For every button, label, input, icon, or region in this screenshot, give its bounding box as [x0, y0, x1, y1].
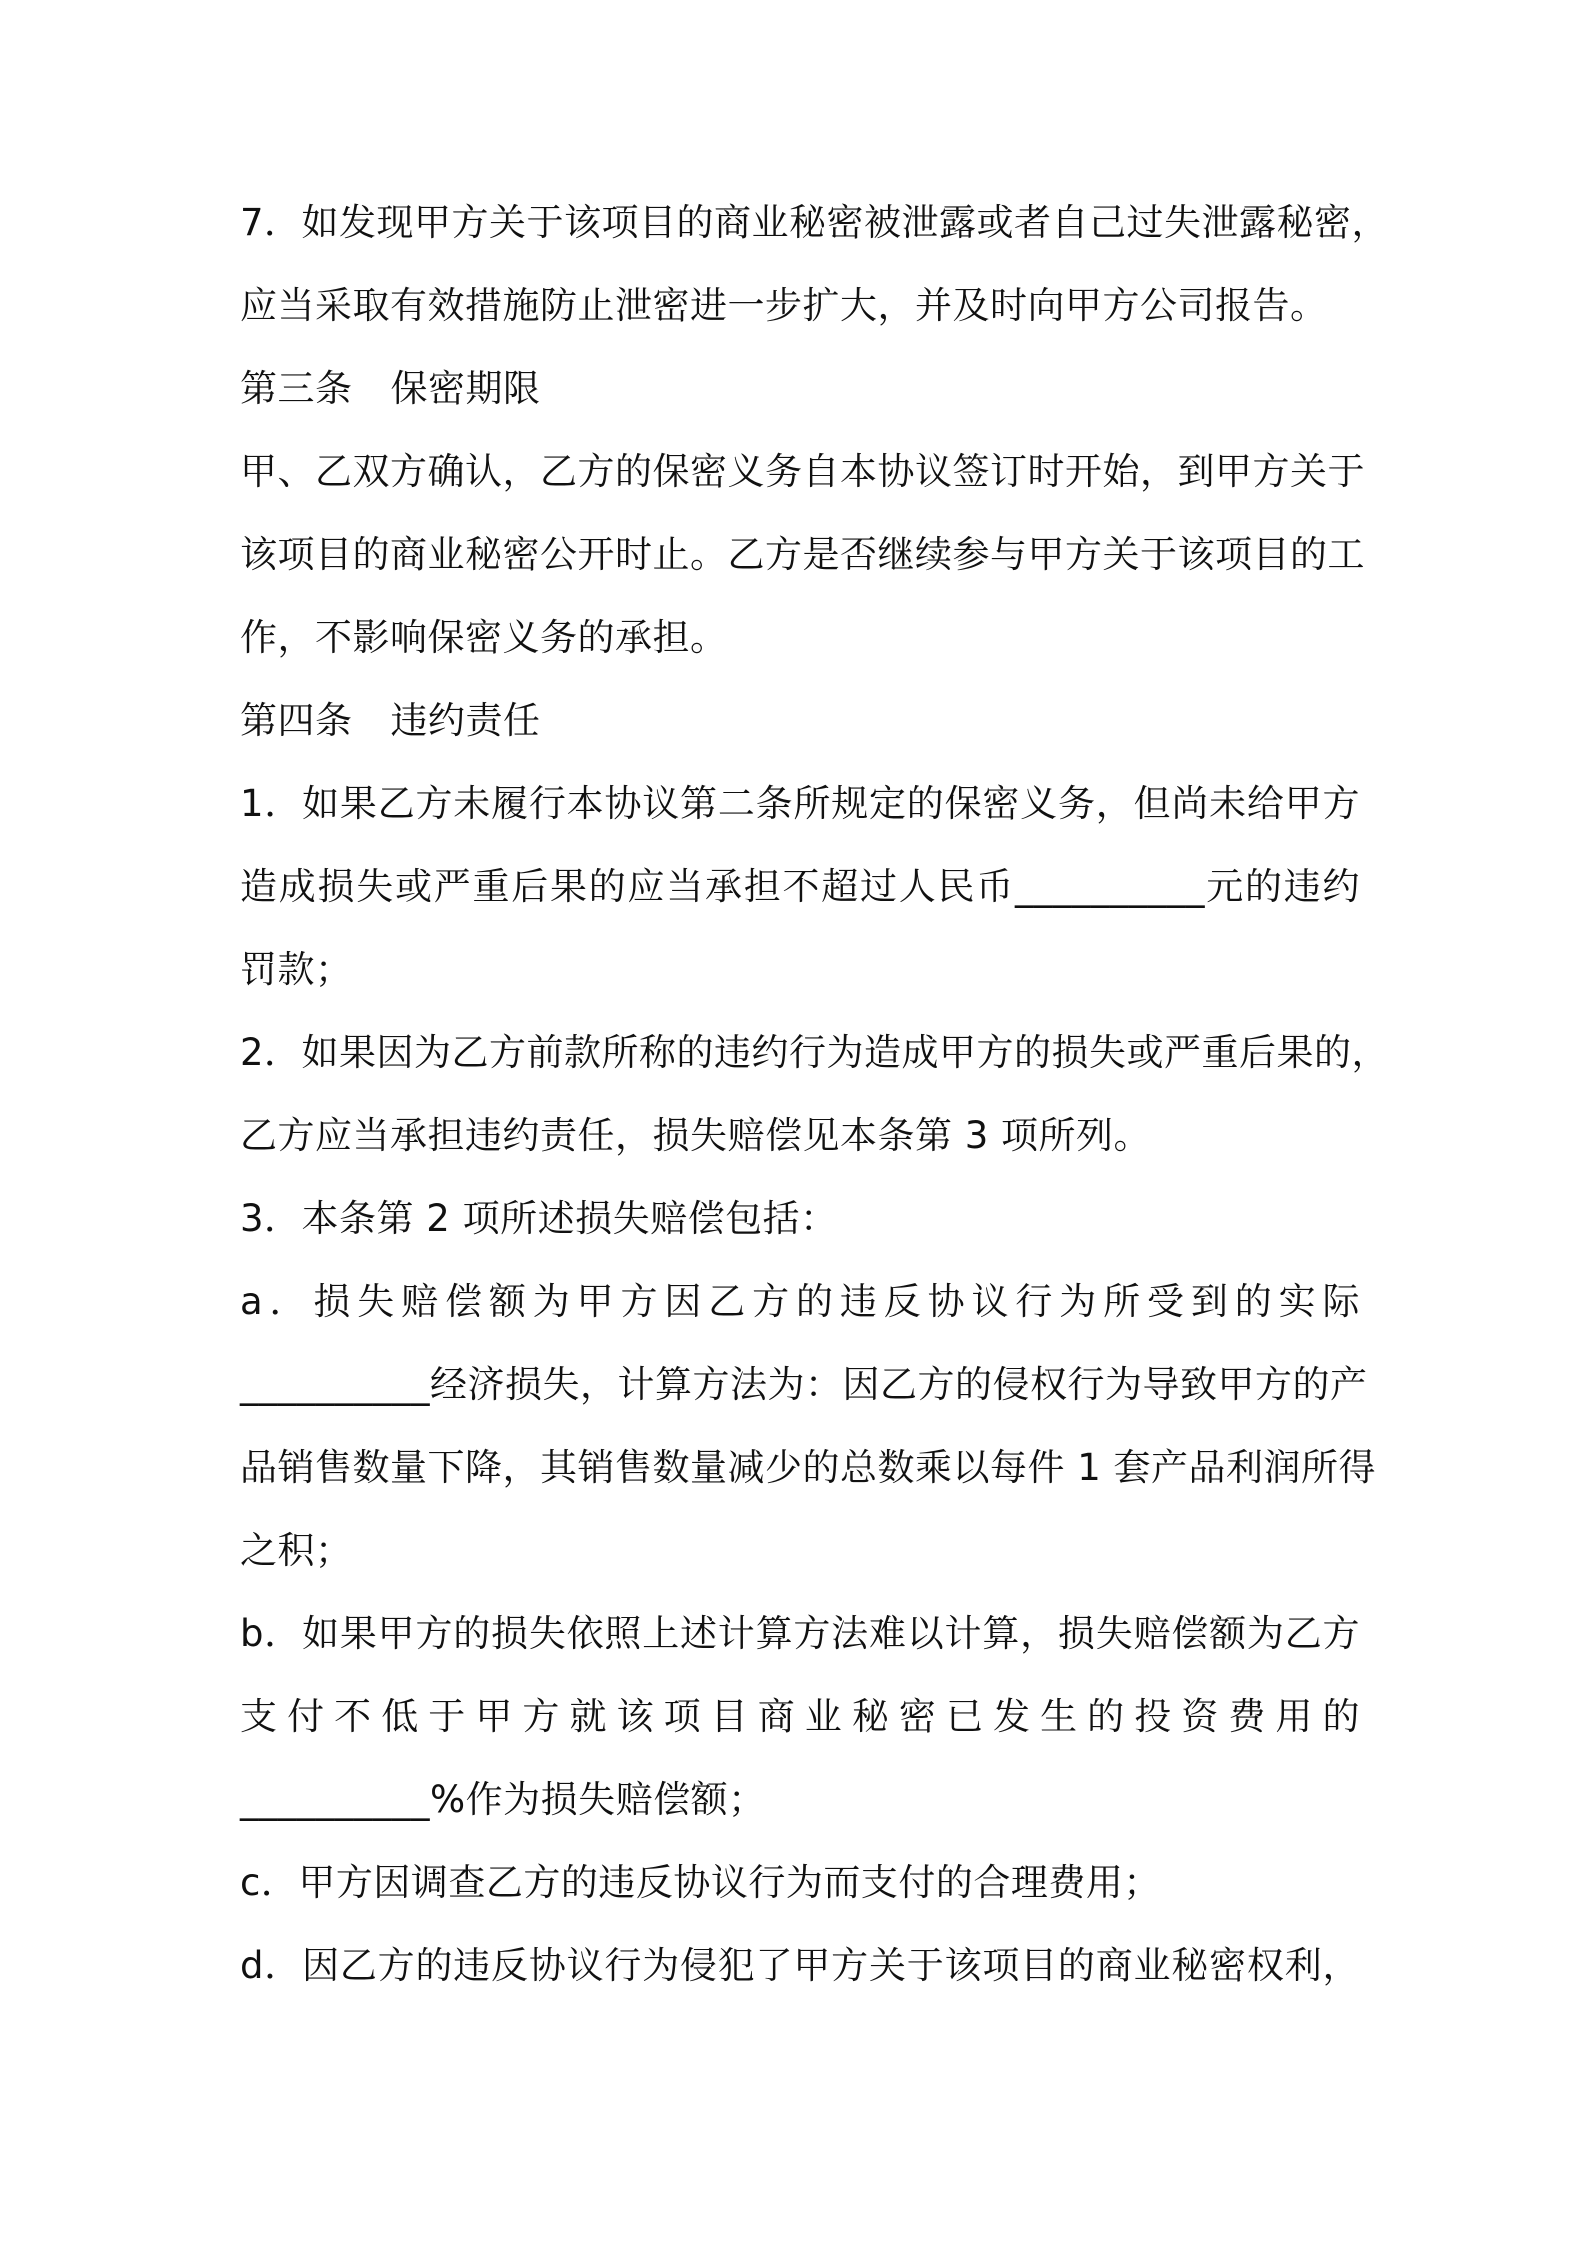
paragraph-line: 作，不影响保密义务的承担。	[240, 616, 728, 659]
article-title: 保密期限	[390, 367, 541, 410]
paragraph-line: 2．如果因为乙方前款所称的违约行为造成甲方的损失或严重后果的，	[240, 1031, 1390, 1074]
paragraph-line: 支付不低于甲方就该项目商业秘密已发生的投资费用的	[240, 1695, 1360, 1738]
article-number: 第四条	[240, 699, 353, 742]
paragraph-line: 品销售数量下降，其销售数量减少的总数乘以每件 1 套产品利润所得	[240, 1446, 1377, 1489]
paragraph-line: 1．如果乙方未履行本协议第二条所规定的保密义务，但尚未给甲方	[240, 782, 1360, 825]
article-title: 违约责任	[390, 699, 541, 742]
paragraph-line: 3．本条第 2 项所述损失赔偿包括：	[240, 1197, 838, 1240]
paragraph-line: d．因乙方的违反协议行为侵犯了甲方关于该项目的商业秘密权利，	[240, 1944, 1360, 1987]
article-heading-4	[240, 691, 541, 751]
article-heading-3	[240, 359, 541, 419]
paragraph-line: 罚款；	[240, 948, 353, 991]
paragraph-line: c．甲方因调查乙方的违反协议行为而支付的合理费用；	[240, 1861, 1161, 1904]
paragraph-line: 甲、乙双方确认，乙方的保密义务自本协议签订时开始，到甲方关于	[240, 450, 1365, 493]
paragraph-line: 该项目的商业秘密公开时止。乙方是否继续参与甲方关于该项目的工	[240, 533, 1365, 576]
paragraph-line: 造成损失或严重后果的应当承担不超过人民币__________元的违约	[240, 865, 1360, 908]
paragraph-line: a．损失赔偿额为甲方因乙方的违反协议行为所受到的实际	[240, 1280, 1360, 1323]
paragraph-line: b．如果甲方的损失依照上述计算方法难以计算，损失赔偿额为乙方	[240, 1612, 1360, 1655]
paragraph-line: __________%作为损失赔偿额；	[240, 1778, 766, 1821]
paragraph-line: 乙方应当承担违约责任，损失赔偿见本条第 3 项所列。	[240, 1114, 1152, 1157]
paragraph-line: 应当采取有效措施防止泄密进一步扩大，并及时向甲方公司报告。	[240, 284, 1328, 327]
article-number: 第三条	[240, 367, 353, 410]
paragraph-line: 之积；	[240, 1529, 353, 1572]
paragraph-line: __________经济损失，计算方法为：因乙方的侵权行为导致甲方的产	[240, 1363, 1368, 1406]
paragraph-line: 7．如发现甲方关于该项目的商业秘密被泄露或者自己过失泄露秘密，	[240, 201, 1390, 244]
